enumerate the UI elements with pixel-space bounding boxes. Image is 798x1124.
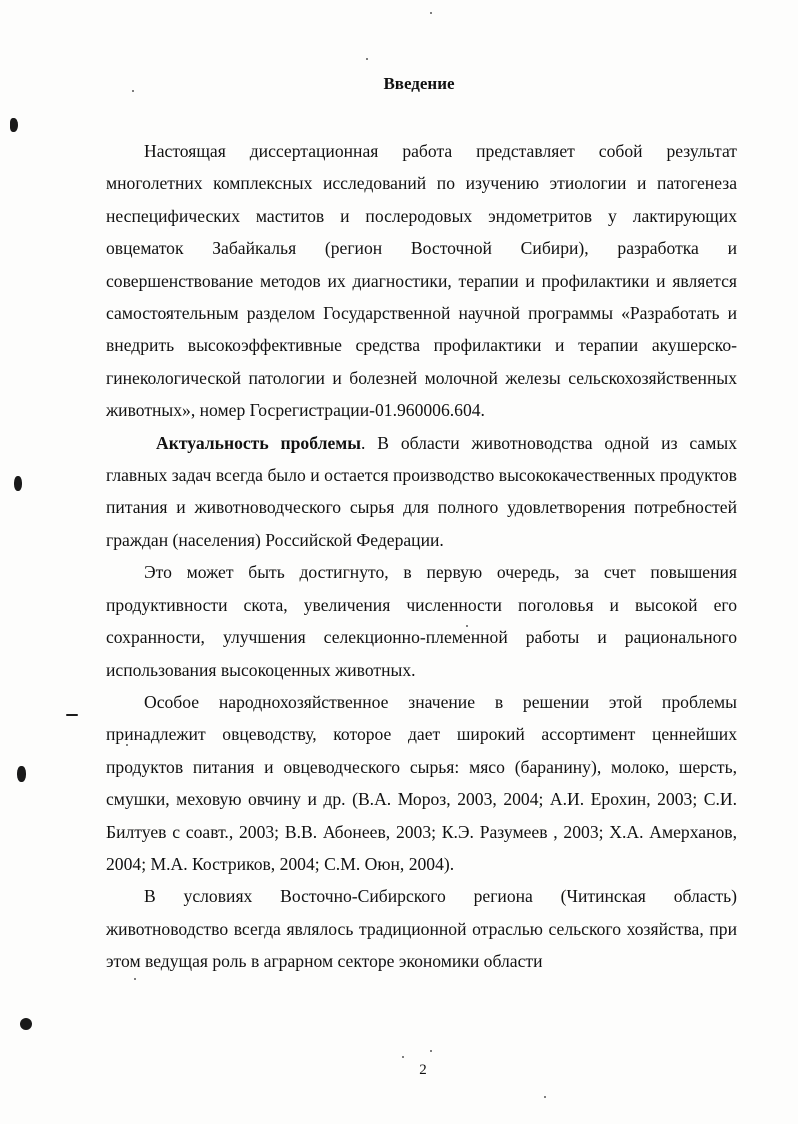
relevance-heading: Актуальность проблемы bbox=[156, 432, 361, 453]
scan-speck bbox=[466, 625, 468, 627]
scan-speck bbox=[430, 1050, 432, 1052]
paragraph-relevance bbox=[106, 427, 737, 557]
relevance-text: . В области животноводства одной из самых главных задач всегда было и остается производство высококачественных продуктов питания и животноводческого сырья для полного удовлетворения потребностей граждан (населения) Российской Федерации. bbox=[106, 432, 737, 550]
scan-speck bbox=[430, 12, 432, 14]
scan-speck bbox=[132, 90, 134, 92]
page-number: 2 bbox=[419, 1062, 427, 1078]
page-title: Введение bbox=[383, 74, 455, 93]
scan-speck bbox=[126, 744, 128, 746]
binder-hole-mark bbox=[20, 1018, 32, 1030]
scan-speck bbox=[366, 58, 368, 60]
document-body bbox=[106, 135, 737, 978]
scan-speck bbox=[134, 978, 136, 980]
scan-dash-mark bbox=[66, 714, 78, 716]
binder-hole-mark bbox=[14, 476, 22, 491]
binder-hole-mark bbox=[17, 766, 26, 782]
paragraph-sheep-breeding: Особое народнохозяйственное значение в решении этой проблемы принадлежит овцеводству, которое дает широкий ассортимент ценнейших продуктов питания и овцеводческого сырья: мясо (баранину), молоко, шерсть, смушки, меховую овчину и др. (В.А. Мороз, 2003, 2004; А.И. Ерохин, 2003; С.И. Билтуев с соавт., 2003; В.В. Абонеев, 2003; К.Э. Разумеев , 2003; Х.А. Амерханов, 2004; М.А. Костриков, 2004; С.М. Оюн, 2004). bbox=[106, 691, 737, 874]
scan-speck bbox=[544, 1096, 546, 1098]
scan-speck bbox=[402, 1056, 404, 1058]
binder-hole-mark bbox=[10, 118, 18, 132]
paragraph-productivity: Это может быть достигнуто, в первую очередь, за счет повышения продуктивности скота, увеличения численности поголовья и высокой его сохранности, улучшения селекционно-племенной работы и рационального использования высокоценных животных. bbox=[106, 562, 737, 680]
paragraph-region: В условиях Восточно-Сибирского региона (Читинская область) животноводство всегда являлось традиционной отраслью сельского хозяйства, при этом ведущая роль в аграрном секторе экономики области bbox=[106, 886, 737, 972]
paragraph-intro: Настоящая диссертационная работа представляет собой результат многолетних комплексных исследований по изучению этиологии и патогенеза неспецифических маститов и послеродовых эндометритов у лактирующих овцематок Забайкалья (регион Восточной Сибири), разработка и совершенствование методов их диагностики, терапии и профилактики и является самостоятельным разделом Государственной научной программы «Разработать и внедрить высокоэффективные средства профилактики и терапии акушерско-гинекологической патологии и болезней молочной железы сельскохозяйственных животных», номер Госрегистрации-01.960006.604. bbox=[106, 141, 737, 421]
